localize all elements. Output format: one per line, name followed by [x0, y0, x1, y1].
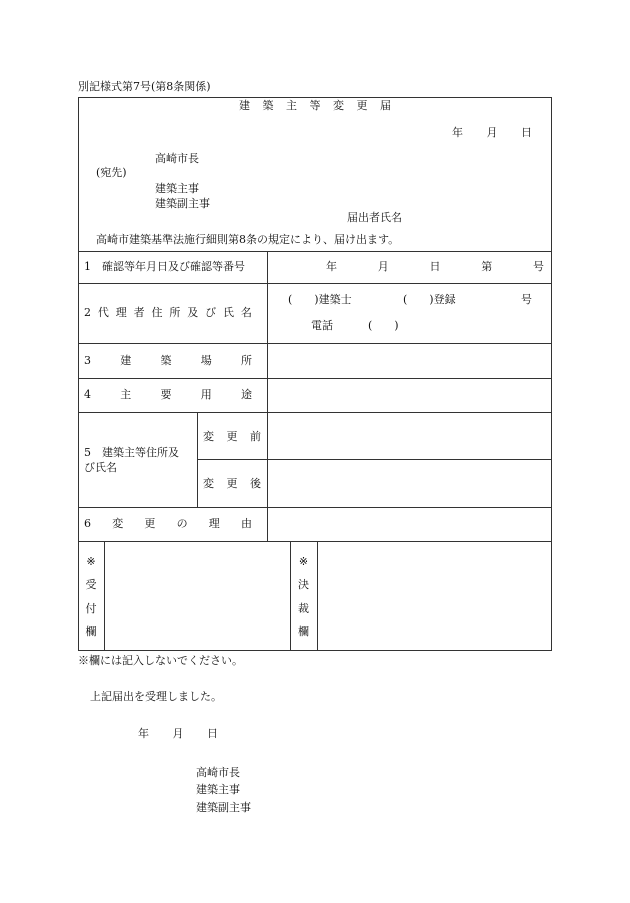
- architect-class: ( )建築士: [288, 293, 352, 306]
- after-change-label: 変 更 後: [203, 477, 261, 490]
- receipt-column-label: ※ 受 付 欄: [85, 555, 97, 638]
- form-title: 建 築 主 等 変 更 届: [239, 99, 391, 112]
- row-divider: [78, 343, 552, 344]
- addressee-to-label: (宛先): [96, 166, 127, 179]
- accepted-statement: 上記届出を受理しました。: [90, 690, 222, 703]
- addressee-deputy-official: 建築副主事: [155, 197, 210, 210]
- acceptance-date: 年 月 日: [138, 727, 218, 740]
- submitter-name-label: 届出者氏名: [347, 211, 402, 224]
- row4-label: 4 主 要 用 途: [84, 388, 252, 401]
- column-divider: [267, 251, 268, 541]
- date-line: 年 月 日: [452, 126, 532, 139]
- form-number: 別記様式第7号(第8条関係): [78, 80, 211, 93]
- column-divider: [317, 541, 318, 651]
- phone-label: 電話: [311, 319, 333, 332]
- row3-label: 3 建 築 場 所: [84, 354, 252, 367]
- row1-label: 1 確認等年月日及び確認等番号: [84, 260, 245, 273]
- decision-column-label: ※ 決 裁 欄: [298, 555, 309, 638]
- footer-note: ※欄には記入しないでください。: [78, 654, 243, 667]
- row-divider: [78, 378, 552, 379]
- phone-paren: ( ): [368, 319, 399, 332]
- row-divider: [78, 507, 552, 508]
- column-divider: [104, 541, 105, 651]
- row-divider: [78, 412, 552, 413]
- signatory-mayor: 高崎市長: [196, 766, 240, 779]
- registration-number-suffix: 号: [521, 293, 532, 306]
- signatory-deputy-official: 建築副主事: [196, 801, 251, 814]
- row1-value: 年 月 日 第 号: [326, 260, 544, 273]
- row-divider: [78, 541, 552, 542]
- row5-label-line2: び氏名: [84, 461, 117, 474]
- addressee-mayor: 高崎市長: [155, 152, 199, 165]
- addressee-building-official: 建築主事: [155, 182, 199, 195]
- signatory-building-official: 建築主事: [196, 783, 240, 796]
- column-divider: [197, 412, 198, 507]
- row2-label: 2 代 理 者 住 所 及 び 氏 名: [84, 306, 252, 319]
- column-divider: [290, 541, 291, 651]
- registration-type: ( )登録: [403, 293, 456, 306]
- row5-label-line1: 5 建築主等住所及: [84, 446, 179, 459]
- before-change-label: 変 更 前: [203, 430, 261, 443]
- row-divider: [78, 283, 552, 284]
- row-divider: [197, 459, 552, 460]
- statement-text: 高崎市建築基準法施行細則第8条の規定により、届け出ます。: [96, 233, 400, 246]
- notification-header-box: [78, 97, 552, 252]
- row6-label: 6 変 更 の 理 由: [84, 517, 252, 530]
